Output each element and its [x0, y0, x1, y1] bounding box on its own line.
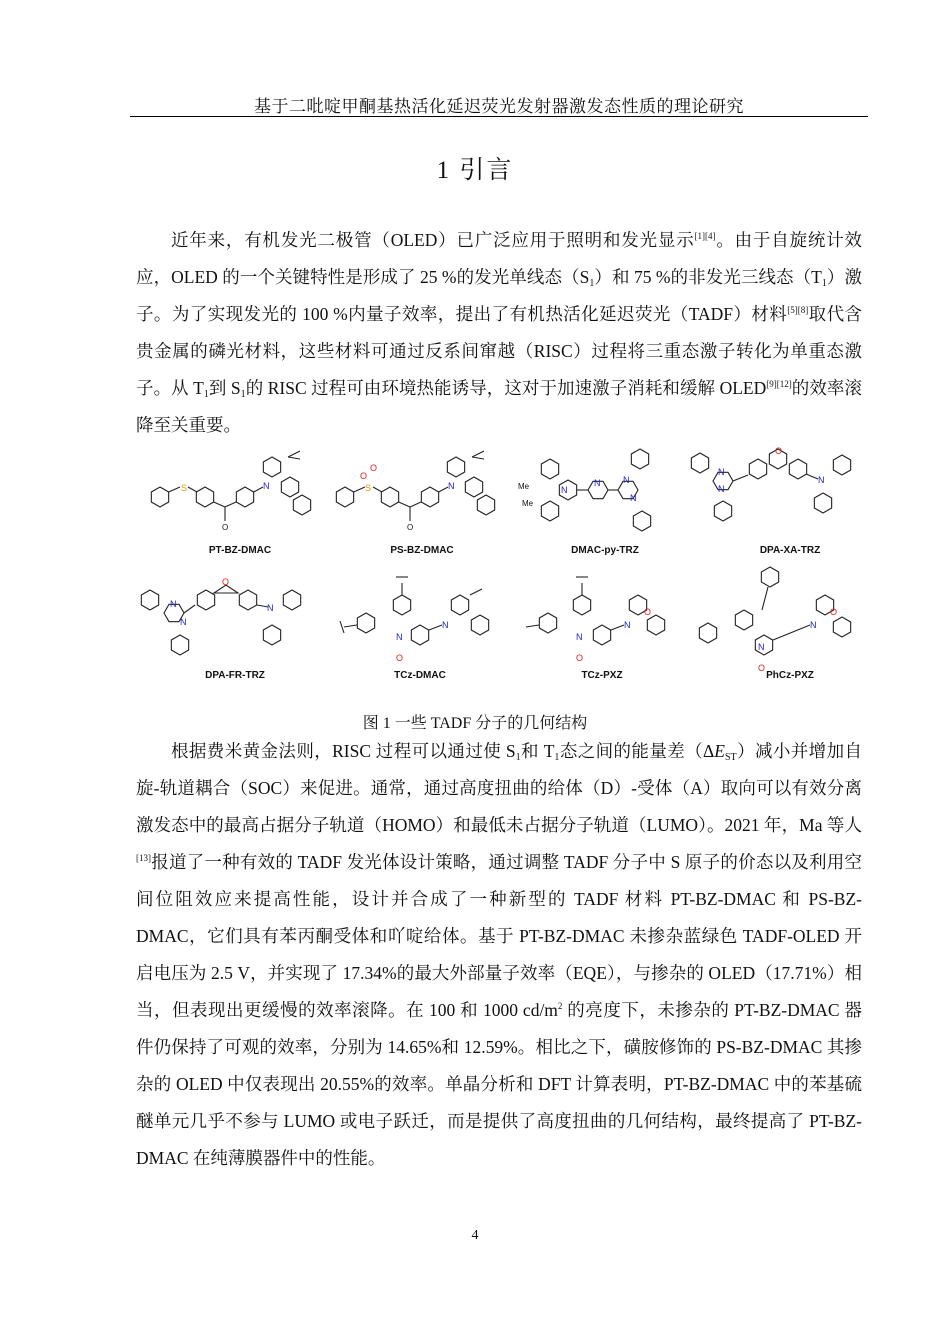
svg-text:O: O [396, 653, 404, 663]
svg-text:N: N [396, 632, 403, 642]
molecule-tcz-dmac [340, 577, 489, 663]
molecule-dmac-py-trz [518, 449, 651, 531]
svg-text:N: N [576, 632, 583, 642]
molecule-pt-bz-dmac [151, 451, 310, 532]
svg-text:N: N [180, 617, 187, 627]
molecule-phcz-pxz [699, 567, 850, 673]
svg-text:S: S [181, 483, 188, 493]
svg-text:N: N [623, 475, 630, 485]
svg-text:N: N [758, 642, 765, 652]
svg-text:O: O [758, 663, 766, 673]
svg-text:O: O [644, 607, 652, 617]
svg-text:N: N [594, 478, 601, 488]
svg-text:N: N [630, 493, 637, 503]
paragraph-intro: 近年来，有机发光二极管（OLED）已广泛应用于照明和发光显示[1][4]。由于自旋统计效应，OLED 的一个关键特性是形成了 25 %的发光单线态$(S_1)$和 75 %的非发光三线态$(T_1)$激子。为了实现发光的 100 %内量子效率，提出了有机热活化延迟荧光（TADF）材料[5][8]取代含贵金属的磷光材料，这些材料可通过反系间窜越（RISC）过程将三重态激子转化为单重态激子。从 $T_1$到 $S_1$的 RISC 过程可由环境热能诱导，这对于加速激子消耗和缓解 OLED[9][12]的效率滚降至关重要。 [136, 230, 863, 435]
svg-text:O: O [576, 653, 584, 663]
molecule-ps-bz-dmac [336, 451, 494, 532]
svg-text:Me: Me [522, 499, 534, 508]
molecule-label: PhCz-PXZ [766, 670, 814, 681]
molecule-label: DPA-FR-TRZ [205, 670, 265, 681]
svg-text:N: N [718, 467, 725, 477]
svg-text:N: N [442, 620, 449, 630]
molecule-dpa-xa-trz [691, 446, 850, 521]
svg-text:O: O [407, 523, 414, 532]
svg-text:Me: Me [518, 482, 530, 491]
svg-text:N: N [267, 603, 274, 613]
figure-caption: 图 1 一些 TADF 分子的几何结构 [362, 715, 588, 732]
svg-text:N: N [263, 481, 270, 491]
svg-text:N: N [810, 620, 817, 630]
molecule-dpa-fr-trz [141, 577, 300, 655]
svg-text:N: N [561, 485, 568, 495]
molecule-label: PS-BZ-DMAC [390, 545, 454, 556]
svg-text:O: O [370, 463, 378, 473]
svg-text:N: N [448, 481, 455, 491]
molecule-label: TCz-PXZ [581, 670, 623, 681]
molecule-label: DMAC-py-TRZ [571, 545, 639, 556]
svg-text:N: N [624, 620, 631, 630]
svg-text:N: N [170, 599, 177, 609]
paragraph-fermi: 根据费米黄金法则，RISC 过程可以通过使 $S_1$和 $T_1$态之间的能量差$(\Delta E_{ST})$减小并增加自旋-轨道耦合（SOC）来促进。通常，通过高度扭曲的给体（D）-受体（A）取向可以有效分离激发态中的最高占据分子轨道（HOMO）和最低未占据分子轨道（LUMO）。2021 年，Ma 等人[13]报道了一种有效的 TADF 发光体设计策略，通过调整 TADF 分子中 S 原子的价态以及利用空间位阻效应来提高性能，设计并合成了一种新型的 TADF 材料 PT-BZ-DMAC 和 PS-BZ-DMAC，它们具有苯丙酮受体和吖啶给体。基于 PT-BZ-DMAC 未掺杂蓝绿色 TADF-OLED 开启电压为 2.5 V，并实现了 17.34%的最大外部量子效率（EQE），与掺杂的 OLED（17.71%）相当，但表现出更缓慢的效率滚降。在 100 和 1000 $cd/m^2$ 的亮度下，未掺杂的 PT-BZ-DMAC 器件仍保持了可观的效率，分别为 14.65%和 12.59%。相比之下，磺胺修饰的 PS-BZ-DMAC 其掺杂的 OLED 中仅表现出 20.55%的效率。单晶分析和 DFT 计算表明，PT-BZ-DMAC 中的苯基硫醚单元几乎不参与 LUMO 或电子跃迁，而是提供了高度扭曲的几何结构，最终提高了 PT-BZ-DMAC 在纯薄膜器件中的性能。 [136, 741, 862, 1168]
molecule-label: DPA-XA-TRZ [759, 545, 821, 556]
molecule-label: TCz-DMAC [394, 670, 446, 681]
molecule-tcz-pxz [526, 577, 665, 663]
svg-text:O: O [360, 471, 368, 481]
molecule-label: PT-BZ-DMAC [208, 545, 272, 556]
svg-text:O: O [775, 446, 783, 456]
svg-text:S: S [365, 483, 372, 493]
section-title: 1 引言 [436, 157, 514, 184]
svg-text:O: O [222, 577, 230, 587]
molecule-figure [130, 445, 870, 695]
header-rule [130, 116, 868, 117]
svg-text:O: O [830, 607, 838, 617]
svg-text:N: N [718, 484, 725, 494]
page-number: 4 [471, 1228, 479, 1243]
svg-text:N: N [818, 475, 825, 485]
svg-text:O: O [222, 523, 229, 532]
running-header: 基于二吡啶甲酮基热活化延迟荧光发射器激发态性质的理论研究 [254, 97, 744, 116]
